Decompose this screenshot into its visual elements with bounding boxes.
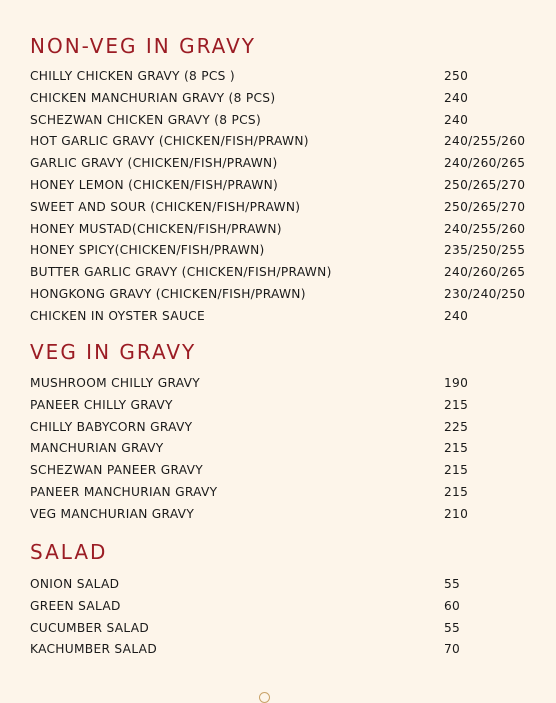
section-title-veg-in-gravy: VEG IN GRAVY [30, 340, 197, 364]
item-price: 240 [444, 90, 469, 105]
item-price: 250/265/270 [444, 177, 526, 192]
item-name: BUTTER GARLIC GRAVY (CHICKEN/FISH/PRAWN) [30, 265, 332, 280]
menu-item [0, 482, 556, 504]
item-price: 215 [444, 441, 469, 456]
item-price: 240/255/260 [444, 134, 526, 149]
menu-item [0, 66, 556, 88]
menu-item [0, 460, 556, 482]
menu-item [0, 175, 556, 197]
item-price: 70 [444, 642, 461, 657]
item-name: CHICKEN MANCHURIAN GRAVY (8 PCS) [30, 90, 276, 105]
menu-item [0, 618, 556, 640]
item-name: CHILLY CHICKEN GRAVY (8 PCS ) [30, 69, 235, 83]
item-price: 210 [444, 506, 469, 521]
menu-item [0, 262, 556, 284]
menu-item [0, 284, 556, 306]
item-price: 240 [444, 112, 469, 127]
item-price: 190 [444, 376, 469, 390]
menu-item [0, 306, 556, 328]
menu-item [0, 219, 556, 241]
item-name: CHICKEN IN OYSTER SAUCE [30, 308, 205, 323]
menu-item [0, 438, 556, 460]
item-price: 250 [444, 69, 469, 83]
item-price: 225 [444, 419, 469, 434]
item-name: PANEER CHILLY GRAVY [30, 397, 173, 412]
item-name: CHILLY BABYCORN GRAVY [30, 419, 193, 434]
item-name: SWEET AND SOUR (CHICKEN/FISH/PRAWN) [30, 199, 301, 214]
menu-item [0, 504, 556, 526]
item-price: 240/255/260 [444, 221, 526, 236]
item-price: 240/260/265 [444, 265, 526, 280]
item-name: HONEY SPICY(CHICKEN/FISH/PRAWN) [30, 243, 265, 258]
menu-item [0, 596, 556, 618]
item-name: CUCUMBER SALAD [30, 620, 150, 635]
item-name: SCHEZWAN CHICKEN GRAVY (8 PCS) [30, 112, 261, 127]
menu-item [0, 197, 556, 219]
menu-item [0, 88, 556, 110]
menu-item [0, 373, 556, 395]
section-title-non-veg-in-gravy: NON-VEG IN GRAVY [30, 34, 256, 58]
item-price: 250/265/270 [444, 199, 526, 214]
item-name: HONGKONG GRAVY (CHICKEN/FISH/PRAWN) [30, 286, 306, 301]
item-name: PANEER MANCHURIAN GRAVY [30, 484, 218, 499]
item-name: SCHEZWAN PANEER GRAVY [30, 463, 203, 478]
item-price: 215 [444, 463, 469, 478]
item-name: HONEY MUSTAD(CHICKEN/FISH/PRAWN) [30, 221, 282, 236]
item-price: 230/240/250 [444, 286, 526, 301]
item-name: MANCHURIAN GRAVY [30, 441, 164, 456]
menu-item [0, 639, 556, 661]
item-name: GARLIC GRAVY (CHICKEN/FISH/PRAWN) [30, 156, 278, 171]
menu-list-veg-in-gravy [0, 373, 556, 526]
menu-list-salad [0, 574, 556, 661]
item-name: VEG MANCHURIAN GRAVY [30, 506, 195, 521]
item-price: 215 [444, 484, 469, 499]
menu-item [0, 153, 556, 175]
menu-item [0, 574, 556, 596]
item-name: GREEN SALAD [30, 598, 121, 613]
menu-list-non-veg-in-gravy [0, 66, 556, 328]
section-title-salad: SALAD [30, 540, 108, 564]
item-price: 240 [444, 308, 469, 323]
menu-item [0, 417, 556, 439]
menu-item [0, 240, 556, 262]
menu-item [0, 131, 556, 153]
item-name: KACHUMBER SALAD [30, 642, 158, 657]
item-price: 215 [444, 397, 469, 412]
menu-item [0, 395, 556, 417]
menu-item [0, 110, 556, 132]
circle-ornament-icon [259, 692, 270, 703]
item-price: 235/250/255 [444, 243, 526, 258]
item-price: 55 [444, 620, 461, 635]
item-price: 55 [444, 577, 461, 591]
item-name: HONEY LEMON (CHICKEN/FISH/PRAWN) [30, 177, 279, 192]
item-price: 240/260/265 [444, 156, 526, 171]
item-name: MUSHROOM CHILLY GRAVY [30, 376, 200, 390]
item-name: HOT GARLIC GRAVY (CHICKEN/FISH/PRAWN) [30, 134, 309, 149]
item-name: ONION SALAD [30, 577, 120, 591]
item-price: 60 [444, 598, 461, 613]
